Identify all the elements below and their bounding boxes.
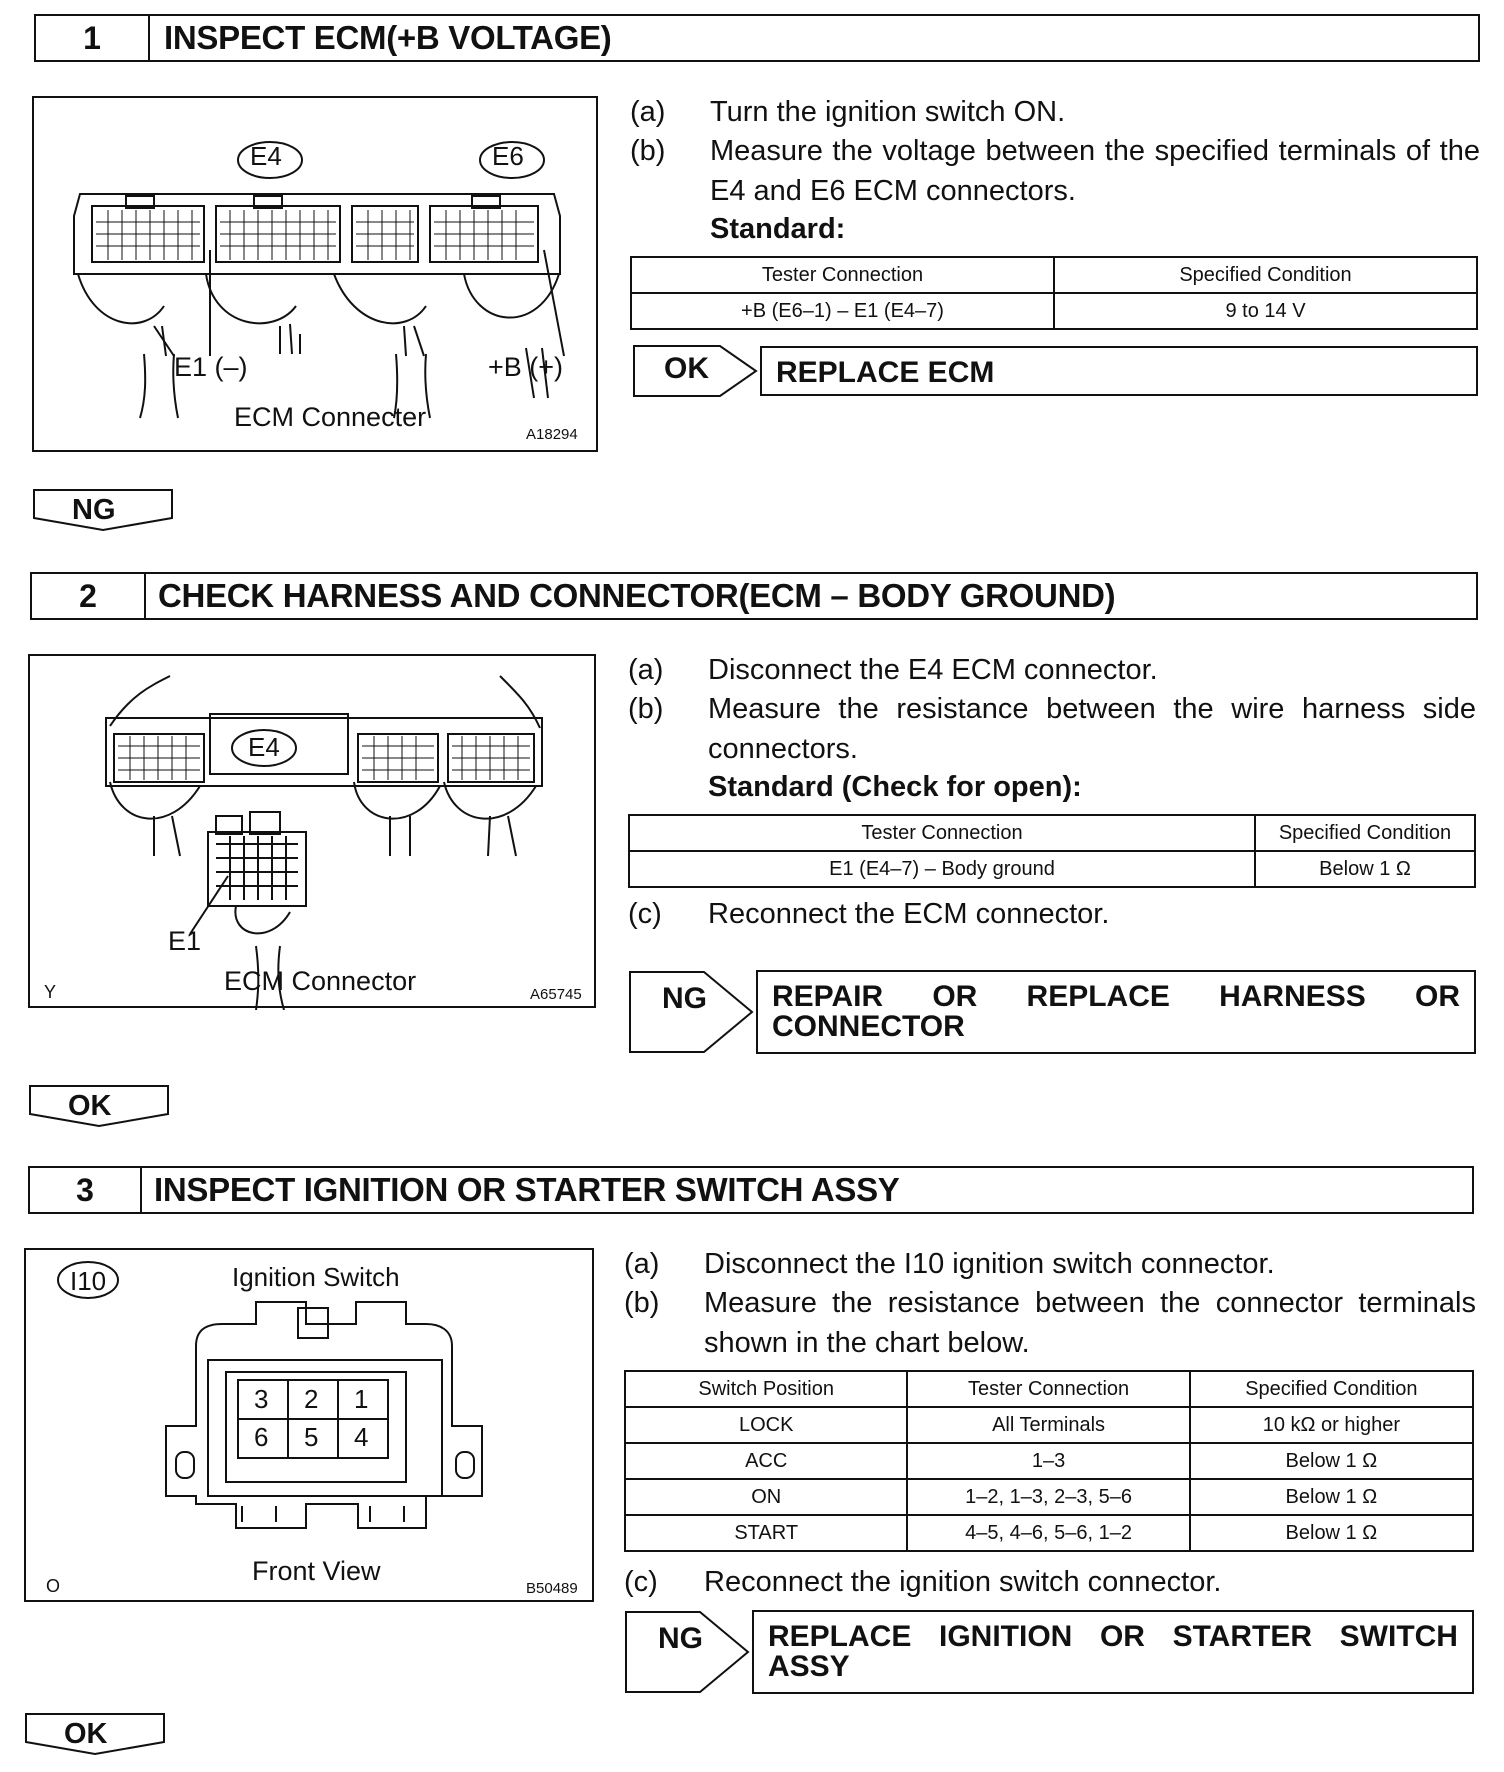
e1-terminal-label: E1 xyxy=(168,926,202,956)
instruction-text: Reconnect the ECM connector. xyxy=(708,898,1110,930)
word: OR xyxy=(1099,1620,1145,1653)
table-cell: 10 kΩ or higher xyxy=(1190,1407,1473,1443)
table-header: Specified Condition xyxy=(1054,257,1477,293)
result-action-line-2: ASSY xyxy=(768,1650,850,1683)
pin-3: 3 xyxy=(254,1384,269,1414)
instruction-label: (b) xyxy=(624,1287,660,1319)
i10-connector-label: I10 xyxy=(70,1266,107,1296)
step-1-result-tag: OK xyxy=(664,352,709,385)
table-header: Specified Condition xyxy=(1255,815,1475,851)
step-3-result-tag: NG xyxy=(658,1622,703,1655)
step-3-title: INSPECT IGNITION OR STARTER SWITCH ASSY xyxy=(154,1171,900,1208)
figure-corner-mark: Y xyxy=(44,982,57,1002)
table-header: Tester Connection xyxy=(907,1371,1189,1407)
instruction-label: (c) xyxy=(624,1566,658,1598)
table-cell: 4–5, 4–6, 5–6, 1–2 xyxy=(907,1515,1189,1551)
pin-4: 4 xyxy=(354,1422,369,1452)
table-cell: LOCK xyxy=(625,1407,907,1443)
word: OR xyxy=(1415,980,1460,1013)
word: REPLACE xyxy=(768,1620,912,1653)
step-2-figure xyxy=(28,654,596,1008)
e4-connector-label: E4 xyxy=(250,141,282,171)
step-2-header xyxy=(30,572,1478,620)
figure-title: Ignition Switch xyxy=(232,1262,400,1292)
step-3-figure xyxy=(24,1248,594,1602)
instruction-label: (a) xyxy=(628,654,664,686)
step-2-title: CHECK HARNESS AND CONNECTOR(ECM – BODY GROUND) xyxy=(158,577,1116,614)
step-1-result-action xyxy=(760,346,1478,396)
word: STARTER xyxy=(1172,1620,1313,1653)
step-2-result-tag: NG xyxy=(662,982,707,1015)
table-cell: Below 1 Ω xyxy=(1255,851,1475,887)
table-header: Tester Connection xyxy=(631,257,1054,293)
figure-caption: ECM Connecter xyxy=(234,402,427,432)
figure-code: A18294 xyxy=(526,426,578,443)
b-plus-terminal-label: +B (+) xyxy=(488,352,564,382)
pin-5: 5 xyxy=(304,1422,319,1452)
table-cell: Below 1 Ω xyxy=(1190,1443,1473,1479)
table-cell: E1 (E4–7) – Body ground xyxy=(629,851,1255,887)
e4-connector-label: E4 xyxy=(248,732,280,762)
figure-caption: ECM Connector xyxy=(224,966,417,996)
step-2-number: 2 xyxy=(32,574,146,618)
pin-1: 1 xyxy=(354,1384,369,1414)
result-action-line-1 xyxy=(768,1622,1458,1652)
table-cell: START xyxy=(625,1515,907,1551)
instruction-text: Disconnect the E4 ECM connector. xyxy=(708,654,1158,686)
result-action-line-1 xyxy=(772,982,1460,1012)
instruction-text: Reconnect the ignition switch connector. xyxy=(704,1566,1222,1598)
instruction-text: Measure the resistance between the wire harness side connectors. xyxy=(708,693,1476,765)
word: SWITCH xyxy=(1339,1620,1458,1653)
step-2-next-verdict: OK xyxy=(68,1090,112,1122)
instruction-text: Measure the resistance between the connector terminals shown in the chart below. xyxy=(704,1287,1476,1359)
pin-2: 2 xyxy=(304,1384,319,1414)
step-1-next-verdict: NG xyxy=(72,494,116,526)
ecm-body xyxy=(106,718,542,786)
step-1-spec-table xyxy=(630,256,1478,330)
instruction-text: Measure the voltage between the specified terminals of the E4 and E6 ECM connectors. xyxy=(710,135,1480,207)
figure-corner-mark: O xyxy=(46,1576,61,1596)
instruction-text: Disconnect the I10 ignition switch connector. xyxy=(704,1248,1275,1280)
pin-6: 6 xyxy=(254,1422,269,1452)
word: IGNITION xyxy=(938,1620,1073,1653)
table-cell: Below 1 Ω xyxy=(1190,1515,1473,1551)
step-3-next-verdict: OK xyxy=(64,1718,108,1750)
instruction-label: (a) xyxy=(624,1248,660,1280)
step-1-standard-label: Standard: xyxy=(710,213,846,245)
word: REPAIR xyxy=(772,980,884,1013)
ecm-harness-drawing xyxy=(30,656,598,1010)
step-3-spec-table xyxy=(624,1370,1474,1552)
instruction-label: (a) xyxy=(630,96,666,128)
e6-connector-label: E6 xyxy=(492,141,524,171)
table-cell: 1–2, 1–3, 2–3, 5–6 xyxy=(907,1479,1189,1515)
step-3-header xyxy=(28,1166,1474,1214)
word: HARNESS xyxy=(1219,980,1366,1013)
step-2-standard-label: Standard (Check for open): xyxy=(708,771,1082,803)
step-1-figure xyxy=(32,96,598,452)
table-cell: ACC xyxy=(625,1443,907,1479)
step-2-result-action xyxy=(756,970,1476,1054)
table-cell: Below 1 Ω xyxy=(1190,1479,1473,1515)
step-3-result-action xyxy=(752,1610,1474,1694)
step-1-header xyxy=(34,14,1480,62)
table-cell: All Terminals xyxy=(907,1407,1189,1443)
figure-code: A65745 xyxy=(530,986,582,1003)
table-header: Tester Connection xyxy=(629,815,1255,851)
e1-terminal-label: E1 (–) xyxy=(174,352,248,382)
figure-code: B50489 xyxy=(526,1580,578,1597)
result-action-text: REPLACE ECM xyxy=(776,356,995,389)
step-2-spec-table xyxy=(628,814,1476,888)
step-1-number: 1 xyxy=(36,16,150,60)
instruction-label: (c) xyxy=(628,898,662,930)
table-cell: 1–3 xyxy=(907,1443,1189,1479)
figure-caption: Front View xyxy=(252,1556,381,1586)
instruction-text: Turn the ignition switch ON. xyxy=(710,96,1066,128)
table-cell: 9 to 14 V xyxy=(1054,293,1477,329)
word: OR xyxy=(932,980,978,1013)
table-cell: ON xyxy=(625,1479,907,1515)
word: REPLACE xyxy=(1026,980,1170,1013)
result-action-line-2: CONNECTOR xyxy=(772,1010,965,1043)
table-header: Specified Condition xyxy=(1190,1371,1473,1407)
step-1-title: INSPECT ECM(+B VOLTAGE) xyxy=(164,19,612,56)
instruction-label: (b) xyxy=(628,693,664,725)
table-cell: +B (E6–1) – E1 (E4–7) xyxy=(631,293,1054,329)
instruction-label: (b) xyxy=(630,135,666,167)
step-3-number: 3 xyxy=(30,1168,142,1212)
table-header: Switch Position xyxy=(625,1371,907,1407)
